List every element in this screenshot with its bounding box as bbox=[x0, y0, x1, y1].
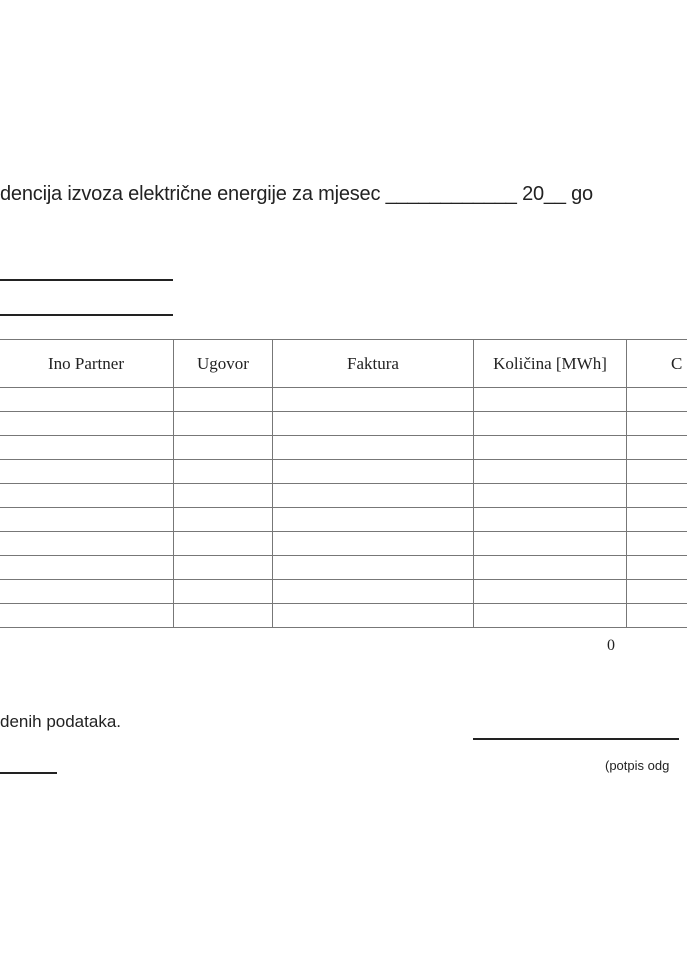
table-cell[interactable] bbox=[627, 484, 687, 507]
table-header-row bbox=[0, 340, 687, 388]
table-cell[interactable] bbox=[627, 388, 687, 411]
table-cell[interactable] bbox=[474, 508, 627, 531]
table-cell[interactable] bbox=[273, 484, 474, 507]
table-cell[interactable] bbox=[474, 388, 627, 411]
table-row bbox=[0, 388, 687, 412]
table-cell[interactable] bbox=[0, 532, 174, 555]
table-row bbox=[0, 436, 687, 460]
header-cut: C bbox=[671, 353, 683, 373]
table-cell[interactable] bbox=[474, 532, 627, 555]
note-text: denih podataka. bbox=[0, 712, 121, 731]
blank-field-line-1[interactable] bbox=[0, 279, 173, 281]
table-cell[interactable] bbox=[474, 412, 627, 435]
table-cell[interactable] bbox=[474, 460, 627, 483]
table-cell[interactable] bbox=[174, 388, 273, 411]
table-cell[interactable] bbox=[174, 580, 273, 603]
table-cell[interactable] bbox=[627, 580, 687, 603]
signature-label: (potpis odg bbox=[605, 758, 670, 773]
table-cell[interactable] bbox=[174, 436, 273, 459]
table-cell[interactable] bbox=[174, 484, 273, 507]
table-cell[interactable] bbox=[0, 484, 174, 507]
table-cell[interactable] bbox=[627, 532, 687, 555]
table-cell[interactable] bbox=[474, 436, 627, 459]
table-cell[interactable] bbox=[474, 556, 627, 579]
table-row bbox=[0, 484, 687, 508]
table-cell[interactable] bbox=[174, 412, 273, 435]
table-row bbox=[0, 580, 687, 604]
table-row bbox=[0, 532, 687, 556]
table-row bbox=[0, 604, 687, 628]
header-ino-partner: Ino Partner bbox=[0, 340, 174, 387]
table-cell[interactable] bbox=[0, 604, 174, 627]
table-cell[interactable] bbox=[0, 412, 174, 435]
table-cell[interactable] bbox=[273, 556, 474, 579]
table-cell[interactable] bbox=[273, 436, 474, 459]
table-cell[interactable] bbox=[174, 508, 273, 531]
table-cell[interactable] bbox=[627, 604, 687, 627]
table-cell[interactable] bbox=[0, 556, 174, 579]
export-table bbox=[0, 339, 687, 628]
total-quantity: 0 bbox=[607, 637, 615, 654]
table-cell[interactable] bbox=[474, 484, 627, 507]
form-title: dencija izvoza električne energije za mjesec ____________ 20__ go bbox=[0, 183, 593, 205]
table-row bbox=[0, 556, 687, 580]
table-cell[interactable] bbox=[627, 412, 687, 435]
date-line[interactable] bbox=[0, 772, 57, 774]
signature-line[interactable] bbox=[473, 738, 679, 740]
table-cell[interactable] bbox=[174, 460, 273, 483]
table-cell[interactable] bbox=[273, 508, 474, 531]
table-cell[interactable] bbox=[273, 388, 474, 411]
header-kolicina: Količina [MWh] bbox=[474, 340, 627, 387]
table-cell[interactable] bbox=[273, 412, 474, 435]
table-cell[interactable] bbox=[0, 388, 174, 411]
table-cell[interactable] bbox=[273, 460, 474, 483]
table-cell[interactable] bbox=[474, 580, 627, 603]
table-cell[interactable] bbox=[0, 580, 174, 603]
table-cell[interactable] bbox=[273, 604, 474, 627]
blank-field-line-2[interactable] bbox=[0, 314, 173, 316]
table-cell[interactable] bbox=[273, 580, 474, 603]
header-faktura: Faktura bbox=[273, 340, 474, 387]
table-cell[interactable] bbox=[627, 508, 687, 531]
header-ugovor: Ugovor bbox=[174, 340, 273, 387]
table-cell[interactable] bbox=[273, 532, 474, 555]
table-row bbox=[0, 508, 687, 532]
table-cell[interactable] bbox=[174, 604, 273, 627]
table-cell[interactable] bbox=[627, 436, 687, 459]
table-cell[interactable] bbox=[627, 460, 687, 483]
table-cell[interactable] bbox=[174, 556, 273, 579]
table-cell[interactable] bbox=[474, 604, 627, 627]
table-row bbox=[0, 412, 687, 436]
table-cell[interactable] bbox=[174, 532, 273, 555]
table-cell[interactable] bbox=[627, 556, 687, 579]
table-cell[interactable] bbox=[0, 508, 174, 531]
table-cell[interactable] bbox=[0, 436, 174, 459]
table-row bbox=[0, 460, 687, 484]
table-cell[interactable] bbox=[0, 460, 174, 483]
